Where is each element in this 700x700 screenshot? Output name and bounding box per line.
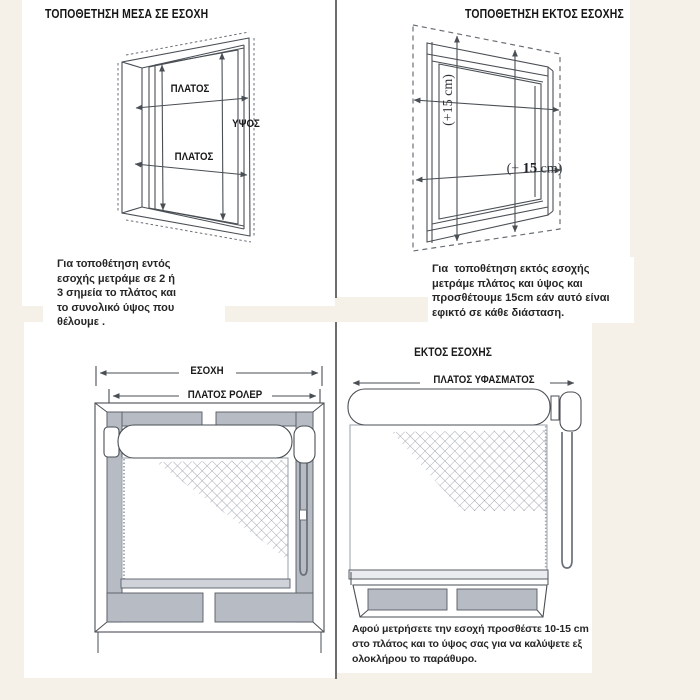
roller-clutch-right — [294, 426, 315, 463]
chain — [562, 432, 572, 568]
caption-line: Για τοποθέτηση εντός — [57, 258, 171, 270]
label-add-15cm-horizontal — [500, 145, 563, 178]
label-add-value: 15 — [522, 160, 538, 177]
label-roller-width: ΠΛΑΤΟΣ ΡΟΛΕΡ — [187, 389, 263, 401]
label-add-prefix: (+ — [506, 161, 523, 177]
chain-connector — [300, 510, 307, 520]
clutch-hub — [551, 396, 559, 420]
label-fabric-width: ΠΛΑΤΟΣ ΥΦΑΣΜΑΤΟΣ — [433, 374, 535, 386]
window-inside-recess-drawing — [22, 0, 335, 260]
roller-tube — [118, 425, 292, 458]
blind-bottom-rail — [121, 579, 290, 588]
caption-line: στο πλάτος και το ύψος σας για να καλύψετε εξ — [352, 638, 582, 650]
title-outside-recess-bottom: ΕΚΤΟΣ ΕΣΟΧΗΣ — [414, 347, 492, 359]
caption-line: εφικτό σε κάθε διάσταση. — [432, 306, 565, 319]
label-add-15cm-vertical: (+15 cm) — [441, 74, 456, 126]
caption-line: το συνολικό ύψος που — [57, 301, 175, 314]
window-outside-recess-drawing — [336, 0, 630, 270]
caption-line: ολοκλήρου το παράθυρο. — [352, 653, 477, 665]
label-add-suffix: cm) — [537, 161, 563, 177]
clutch-cap — [560, 392, 581, 431]
caption-measure-advice — [352, 622, 589, 667]
label-width-bottom: ΠΛΑΤΟΣ — [174, 151, 214, 163]
caption-inside-recess — [57, 257, 176, 330]
caption-line: εσοχής μετράμε σε 2 ή — [57, 272, 176, 285]
label-width-top: ΠΛΑΤΟΣ — [170, 83, 210, 95]
caption-outside-recess — [432, 262, 610, 320]
caption-line: μετράμε πλάτος και ύψος και — [432, 277, 583, 290]
label-recess: ΕΣΟΧΗ — [190, 365, 224, 377]
blind-bottom-rail — [349, 570, 548, 579]
caption-line: θέλουμε . — [57, 316, 106, 329]
caption-line: Για τοποθέτηση εκτός εσοχής — [432, 263, 590, 275]
title-outside-recess: ΤΟΠΟΘΕΤΗΣΗ ΕΚΤΟΣ ΕΣΟΧΗΣ — [465, 6, 624, 21]
roller-bracket-left — [104, 427, 119, 457]
title-inside-recess: ΤΟΠΟΘΕΤΗΣΗ ΜΕΣΑ ΣΕ ΕΣΟΧΗ — [45, 6, 209, 21]
roller-outside-recess-drawing — [336, 322, 592, 652]
caption-line: Αφού μετρήσετε την εσοχή προσθέστε 10-15 cm — [352, 623, 589, 635]
roller-inside-recess-drawing — [24, 322, 336, 667]
roller-tube — [348, 389, 550, 425]
label-height: ΥΨΟΣ — [232, 118, 260, 130]
caption-line: 3 σημεία το πλάτος και — [57, 287, 177, 300]
caption-line: προσθέτουμε 15cm εάν αυτό είναι — [432, 292, 610, 305]
